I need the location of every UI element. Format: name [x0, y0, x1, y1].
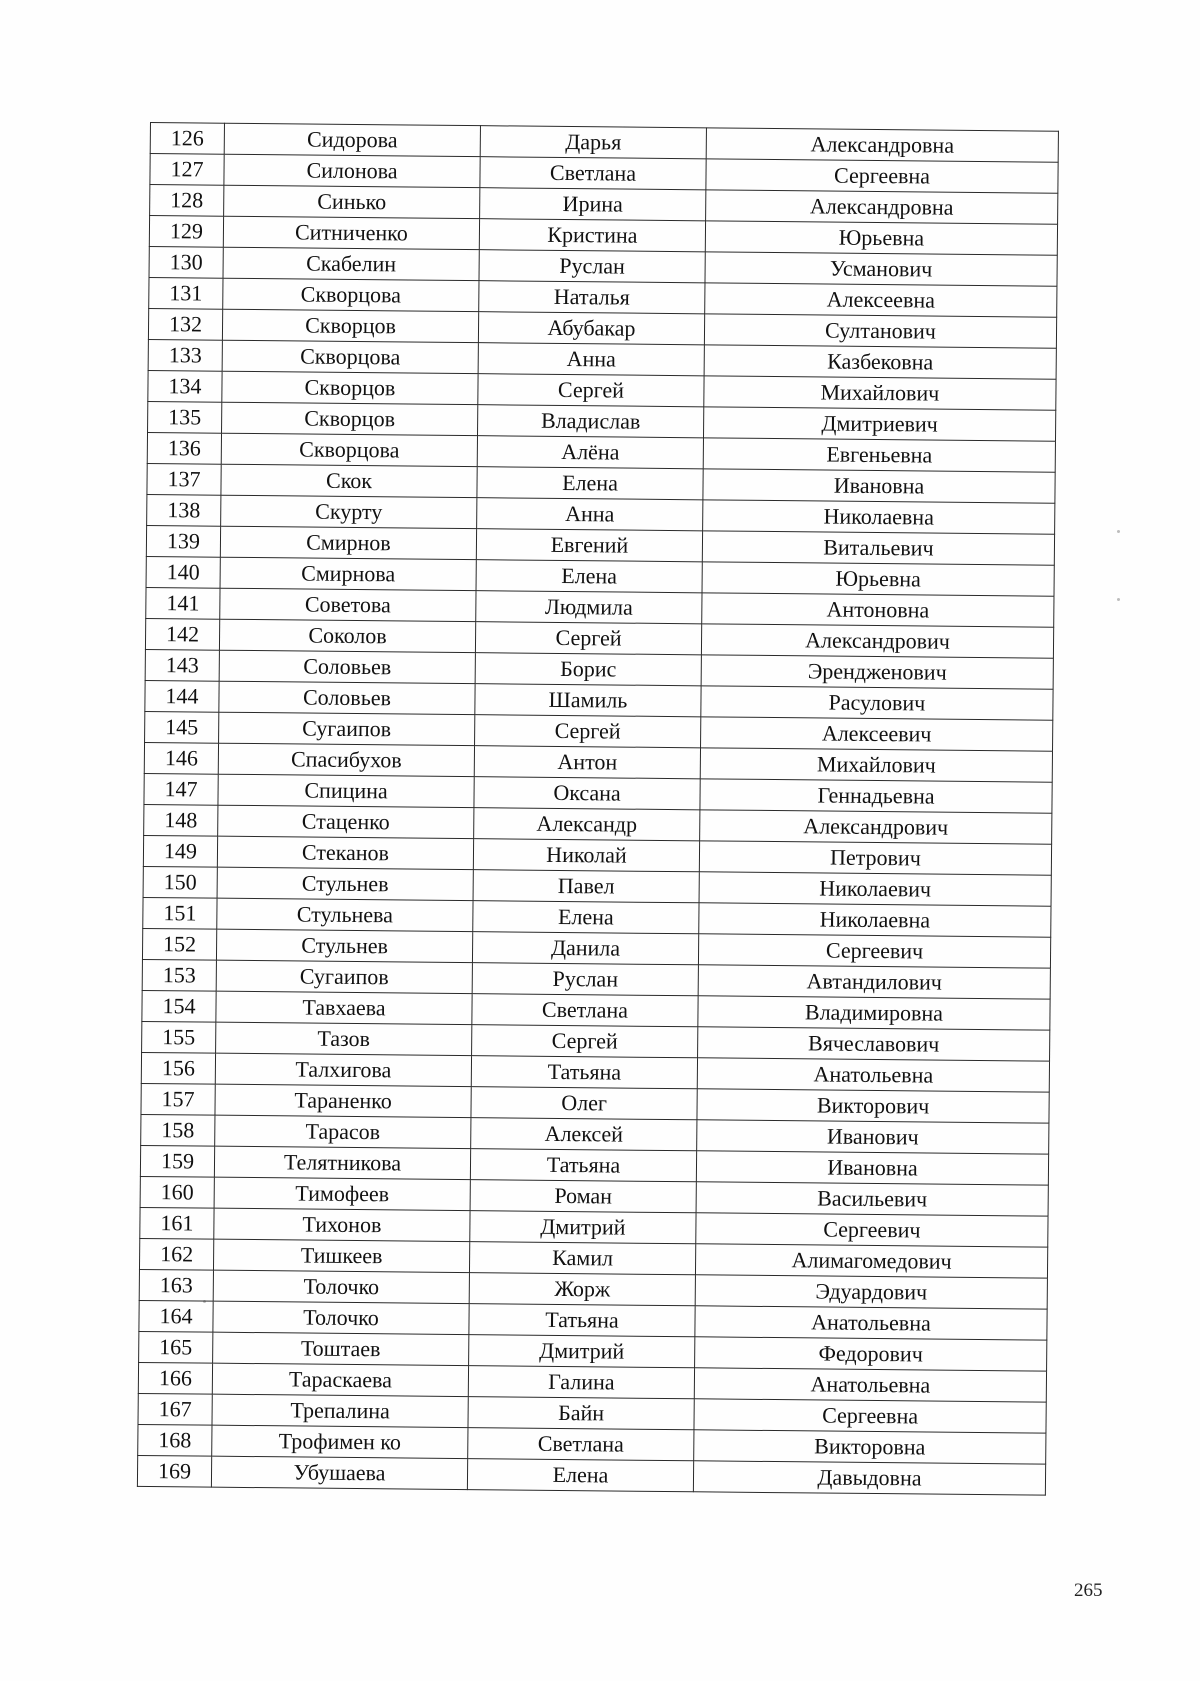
patronymic-cell: Викторовна: [694, 1430, 1046, 1464]
last-name-cell: Тавхаева: [216, 991, 472, 1024]
row-number: 152: [142, 928, 216, 960]
first-name-cell: Павел: [473, 870, 699, 903]
row-number: 163: [139, 1269, 213, 1301]
last-name-cell: Толочко: [213, 1270, 469, 1303]
first-name-cell: Светлана: [480, 157, 706, 190]
row-number: 130: [149, 246, 223, 278]
row-number: 168: [138, 1424, 212, 1456]
first-name-cell: Шамиль: [475, 684, 701, 717]
row-number: 134: [148, 370, 222, 402]
row-number: 132: [148, 308, 222, 340]
last-name-cell: Трепалина: [212, 1394, 468, 1427]
patronymic-cell: Александрович: [700, 810, 1052, 844]
last-name-cell: Сугаипов: [219, 712, 475, 745]
scan-speck: [1117, 598, 1120, 601]
first-name-cell: Владислав: [478, 405, 704, 438]
last-name-cell: Скок: [221, 464, 477, 497]
patronymic-cell: Сергеевич: [696, 1213, 1048, 1247]
patronymic-cell: Казбековна: [704, 345, 1056, 379]
patronymic-cell: Султанович: [704, 314, 1056, 348]
patronymic-cell: Ивановна: [696, 1151, 1048, 1185]
first-name-cell: Камил: [469, 1242, 695, 1275]
row-number: 143: [145, 649, 219, 681]
first-name-cell: Елена: [476, 560, 702, 593]
first-name-cell: Галина: [468, 1366, 694, 1399]
row-number: 154: [142, 990, 216, 1022]
first-name-cell: Руслан: [472, 963, 698, 996]
last-name-cell: Скворцова: [221, 433, 477, 466]
patronymic-cell: Эрендженович: [701, 655, 1053, 689]
patronymic-cell: Сергеевна: [706, 159, 1058, 193]
first-name-cell: Оксана: [474, 777, 700, 810]
first-name-cell: Байн: [468, 1397, 694, 1430]
row-number: 142: [145, 618, 219, 650]
last-name-cell: Стульнева: [217, 898, 473, 931]
row-number: 138: [147, 494, 221, 526]
row-number: 155: [142, 1021, 216, 1053]
first-name-cell: Анна: [478, 343, 704, 376]
row-number: 161: [140, 1207, 214, 1239]
first-name-cell: Наталья: [479, 281, 705, 314]
last-name-cell: Тоштаев: [213, 1332, 469, 1365]
patronymic-cell: Сергеевич: [698, 934, 1050, 968]
first-name-cell: Сергей: [478, 374, 704, 407]
patronymic-cell: Александрович: [701, 624, 1053, 658]
last-name-cell: Тихонов: [214, 1208, 470, 1241]
row-number: 144: [145, 680, 219, 712]
patronymic-cell: Расулович: [701, 686, 1053, 720]
last-name-cell: Тишкеев: [213, 1239, 469, 1272]
patronymic-cell: Геннадьевна: [700, 779, 1052, 813]
row-number: 126: [150, 123, 224, 155]
row-number: 158: [141, 1114, 215, 1146]
row-number: 156: [141, 1052, 215, 1084]
patronymic-cell: Автандилович: [698, 965, 1050, 999]
row-number: 166: [138, 1362, 212, 1394]
patronymic-cell: Васильевич: [696, 1182, 1048, 1216]
first-name-cell: Ирина: [480, 188, 706, 221]
first-name-cell: Татьяна: [470, 1149, 696, 1182]
patronymic-cell: Александровна: [706, 128, 1058, 162]
first-name-cell: Алёна: [477, 436, 703, 469]
patronymic-cell: Усманович: [705, 252, 1057, 286]
row-number: 164: [139, 1300, 213, 1332]
row-number: 162: [139, 1238, 213, 1270]
first-name-cell: Борис: [475, 653, 701, 686]
patronymic-cell: Витальевич: [702, 531, 1054, 565]
scan-speck: [1117, 530, 1120, 533]
first-name-cell: Олег: [471, 1087, 697, 1120]
row-number: 147: [144, 773, 218, 805]
last-name-cell: Сидорова: [224, 123, 480, 156]
first-name-cell: Алексей: [471, 1118, 697, 1151]
patronymic-cell: Анатольевна: [695, 1306, 1047, 1340]
row-number: 153: [142, 959, 216, 991]
last-name-cell: Тазов: [216, 1022, 472, 1055]
first-name-cell: Сергей: [475, 715, 701, 748]
last-name-cell: Скворцов: [222, 371, 478, 404]
patronymic-cell: Викторович: [697, 1089, 1049, 1123]
patronymic-cell: Николаевна: [699, 903, 1051, 937]
last-name-cell: Силонова: [224, 154, 480, 187]
last-name-cell: Соловьев: [219, 650, 475, 683]
last-name-cell: Сугаипов: [216, 960, 472, 993]
last-name-cell: Советова: [220, 588, 476, 621]
last-name-cell: Толочко: [213, 1301, 469, 1334]
last-name-cell: Ситниченко: [223, 216, 479, 249]
row-number: 140: [146, 556, 220, 588]
last-name-cell: Тарасов: [215, 1115, 471, 1148]
roster-table-body: [137, 123, 1058, 1496]
row-number: 145: [145, 711, 219, 743]
first-name-cell: Сергей: [475, 622, 701, 655]
patronymic-cell: Давыдовна: [693, 1461, 1045, 1495]
patronymic-cell: Алимагомедович: [695, 1244, 1047, 1278]
last-name-cell: Синько: [224, 185, 480, 218]
first-name-cell: Жорж: [469, 1273, 695, 1306]
patronymic-cell: Анатольевна: [694, 1368, 1046, 1402]
row-number: 133: [148, 339, 222, 371]
last-name-cell: Трофимен ко: [212, 1425, 468, 1458]
first-name-cell: Людмила: [476, 591, 702, 624]
first-name-cell: Светлана: [468, 1428, 694, 1461]
first-name-cell: Александр: [474, 808, 700, 841]
row-number: 169: [137, 1455, 211, 1487]
last-name-cell: Тараненко: [215, 1084, 471, 1117]
last-name-cell: Скурту: [221, 495, 477, 528]
patronymic-cell: Алексеевна: [705, 283, 1057, 317]
patronymic-cell: Ивановна: [703, 469, 1055, 503]
patronymic-cell: Вячеславович: [698, 1027, 1050, 1061]
last-name-cell: Талхигова: [215, 1053, 471, 1086]
row-number: 146: [144, 742, 218, 774]
patronymic-cell: Иванович: [697, 1120, 1049, 1154]
row-number: 165: [139, 1331, 213, 1363]
row-number: 150: [143, 866, 217, 898]
first-name-cell: Сергей: [472, 1025, 698, 1058]
patronymic-cell: Михайлович: [704, 376, 1056, 410]
patronymic-cell: Николаевич: [699, 872, 1051, 906]
last-name-cell: Скворцов: [222, 309, 478, 342]
patronymic-cell: Владимировна: [698, 996, 1050, 1030]
first-name-cell: Дмитрий: [470, 1211, 696, 1244]
last-name-cell: Стульнев: [217, 867, 473, 900]
first-name-cell: Дарья: [480, 126, 706, 159]
last-name-cell: Соколов: [219, 619, 475, 652]
first-name-cell: Татьяна: [469, 1304, 695, 1337]
first-name-cell: Абубакар: [478, 312, 704, 345]
patronymic-cell: Алексеевич: [701, 717, 1053, 751]
last-name-cell: Соловьев: [219, 681, 475, 714]
last-name-cell: Спицина: [218, 774, 474, 807]
patronymic-cell: Евгеньевна: [703, 438, 1055, 472]
last-name-cell: Смирнова: [220, 557, 476, 590]
row-number: 135: [148, 401, 222, 433]
patronymic-cell: Александровна: [706, 190, 1058, 224]
row-number: 128: [150, 185, 224, 217]
first-name-cell: Данила: [472, 932, 698, 965]
patronymic-cell: Юрьевна: [702, 562, 1054, 596]
last-name-cell: Скворцова: [223, 278, 479, 311]
last-name-cell: Стаценко: [218, 805, 474, 838]
row-number: 149: [143, 835, 217, 867]
patronymic-cell: Юрьевна: [705, 221, 1057, 255]
last-name-cell: Телятникова: [214, 1146, 470, 1179]
patronymic-cell: Антоновна: [702, 593, 1054, 627]
patronymic-cell: Михайлович: [700, 748, 1052, 782]
last-name-cell: Тараскаева: [212, 1363, 468, 1396]
first-name-cell: Евгений: [476, 529, 702, 562]
last-name-cell: Убушаева: [211, 1456, 467, 1489]
first-name-cell: Анна: [477, 498, 703, 531]
first-name-cell: Елена: [477, 467, 703, 500]
patronymic-cell: Эдуардович: [695, 1275, 1047, 1309]
last-name-cell: Скворцова: [222, 340, 478, 373]
first-name-cell: Руслан: [479, 250, 705, 283]
last-name-cell: Скворцов: [222, 402, 478, 435]
last-name-cell: Тимофеев: [214, 1177, 470, 1210]
first-name-cell: Николай: [473, 839, 699, 872]
row-number: 141: [146, 587, 220, 619]
patronymic-cell: Дмитриевич: [703, 407, 1055, 441]
row-number: 129: [149, 216, 223, 248]
roster-table: [137, 122, 1059, 1496]
first-name-cell: Кристина: [479, 219, 705, 252]
first-name-cell: Светлана: [472, 994, 698, 1027]
first-name-cell: Елена: [473, 901, 699, 934]
patronymic-cell: Петрович: [699, 841, 1051, 875]
patronymic-cell: Анатольевна: [697, 1058, 1049, 1092]
row-number: 131: [149, 277, 223, 309]
row-number: 137: [147, 463, 221, 495]
first-name-cell: Дмитрий: [469, 1335, 695, 1368]
last-name-cell: Стульнев: [216, 929, 472, 962]
first-name-cell: Роман: [470, 1180, 696, 1213]
row-number: 160: [140, 1176, 214, 1208]
first-name-cell: Татьяна: [471, 1056, 697, 1089]
last-name-cell: Скабелин: [223, 247, 479, 280]
row-number: 151: [143, 897, 217, 929]
last-name-cell: Спасибухов: [218, 743, 474, 776]
last-name-cell: Смирнов: [220, 526, 476, 559]
patronymic-cell: Федорович: [695, 1337, 1047, 1371]
patronymic-cell: Николаевна: [703, 500, 1055, 534]
first-name-cell: Антон: [474, 746, 700, 779]
row-number: 148: [144, 804, 218, 836]
row-number: 127: [150, 154, 224, 186]
last-name-cell: Стеканов: [217, 836, 473, 869]
row-number: 157: [141, 1083, 215, 1115]
page-number: 265: [1074, 1580, 1103, 1601]
first-name-cell: Елена: [467, 1459, 693, 1492]
row-number: 167: [138, 1393, 212, 1425]
row-number: 139: [146, 525, 220, 557]
patronymic-cell: Сергеевна: [694, 1399, 1046, 1433]
row-number: 136: [147, 432, 221, 464]
row-number: 159: [140, 1145, 214, 1177]
